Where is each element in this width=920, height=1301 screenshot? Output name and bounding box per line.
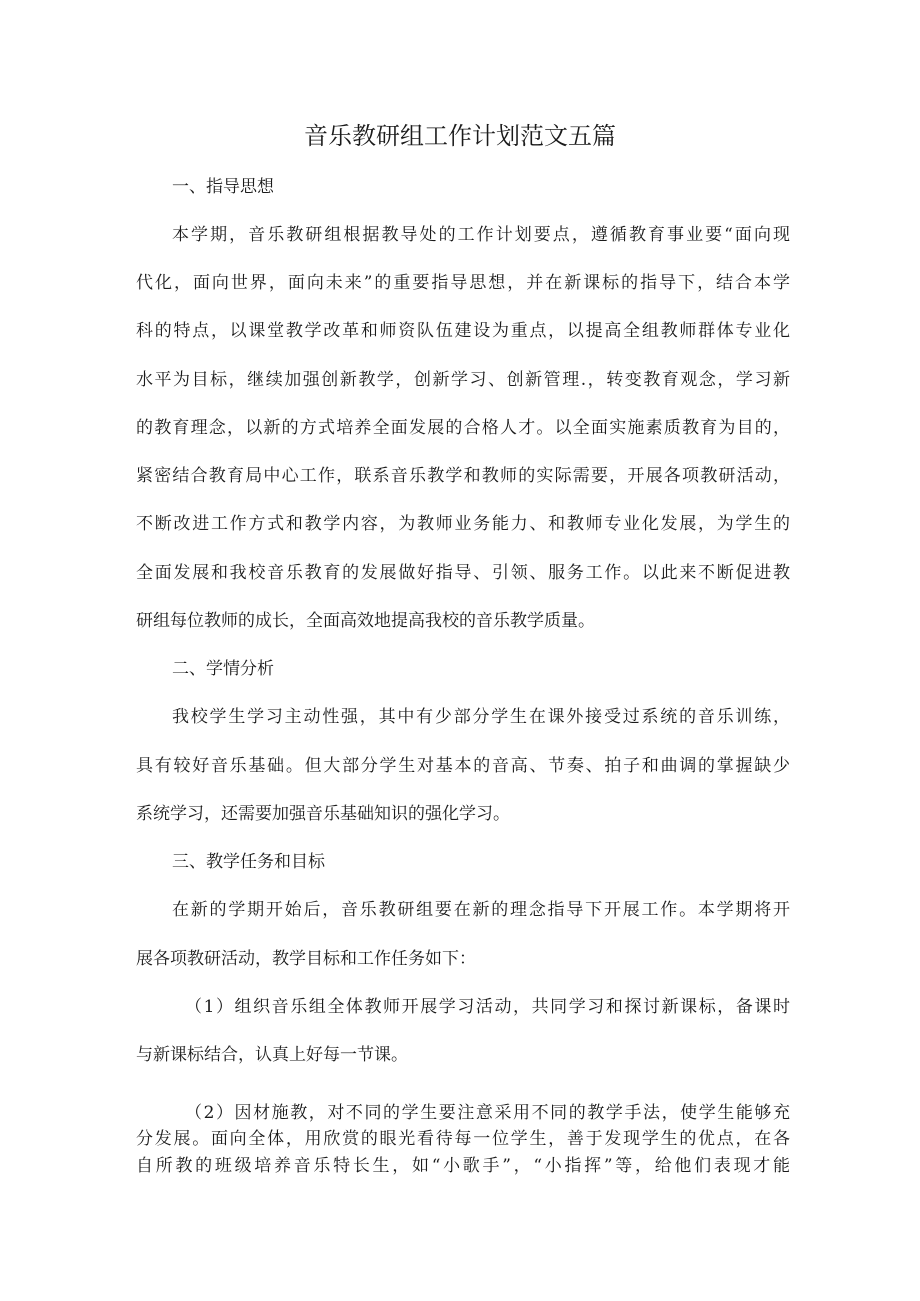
paragraph-line: 研组每位教师的成长，全面高效地提高我校的音乐教学质量。 (136, 611, 595, 631)
paragraph-line: 紧密结合教育局中心工作，联系音乐教学和教师的实际需要，开展各项教研活动， (136, 466, 790, 486)
list-item-line: （1）组织音乐组全体教师开展学习活动，共同学习和探讨新课标，备课时 (185, 997, 790, 1017)
paragraph-line: 的教育理念，以新的方式培养全面发展的合格人才。以全面实施素质教育为目的， (136, 418, 790, 438)
paragraph-line: 本学期，音乐教研组根据教导处的工作计划要点，遵循教育事业要“面向现 (172, 225, 790, 245)
paragraph-line: 展各项教研活动，教学目标和工作任务如下： (136, 949, 476, 969)
section-heading-guiding-ideology: 一、指导思想 (172, 177, 274, 197)
list-item-line: 与新课标结合，认真上好每一节课。 (136, 1045, 408, 1065)
paragraph-line: 系统学习，还需要加强音乐基础知识的强化学习。 (136, 804, 510, 824)
paragraph-line: 我校学生学习主动性强，其中有少部分学生在课外接受过系统的音乐训练， (172, 707, 790, 727)
paragraph-line: 具有较好音乐基础。但大部分学生对基本的音高、节奏、拍子和曲调的掌握缺少 (136, 756, 790, 776)
list-item-line: 分发展。面向全体，用欣赏的眼光看待每一位学生，善于发现学生的优点，在各 (136, 1129, 790, 1149)
paragraph-line: 全面发展和我校音乐教育的发展做好指导、引领、服务工作。以此来不断促进教 (136, 563, 790, 583)
paragraph-line: 不断改进工作方式和教学内容，为教师业务能力、和教师专业化发展，为学生的 (136, 514, 790, 534)
paragraph-line: 水平为目标，继续加强创新教学，创新学习、创新管理.，转变教育观念，学习新 (136, 370, 790, 390)
list-item-line: 自所教的班级培养音乐特长生，如“小歌手”，“小指挥”等，给他们表现才能 (136, 1156, 790, 1176)
list-item-line: （2）因材施教，对不同的学生要注意采用不同的教学手法，使学生能够充 (185, 1103, 790, 1123)
section-heading-tasks-and-goals: 三、教学任务和目标 (172, 852, 325, 872)
paragraph-line: 科的特点，以课堂教学改革和师资队伍建设为重点，以提高全组教师群体专业化 (136, 321, 790, 341)
paragraph-line: 在新的学期开始后，音乐教研组要在新的理念指导下开展工作。本学期将开 (172, 900, 790, 920)
paragraph-line: 代化，面向世界，面向未来”的重要指导思想，并在新课标的指导下，结合本学 (136, 273, 790, 293)
document-title: 音乐教研组工作计划范文五篇 (304, 122, 616, 150)
section-heading-student-analysis: 二、学情分析 (172, 659, 274, 679)
